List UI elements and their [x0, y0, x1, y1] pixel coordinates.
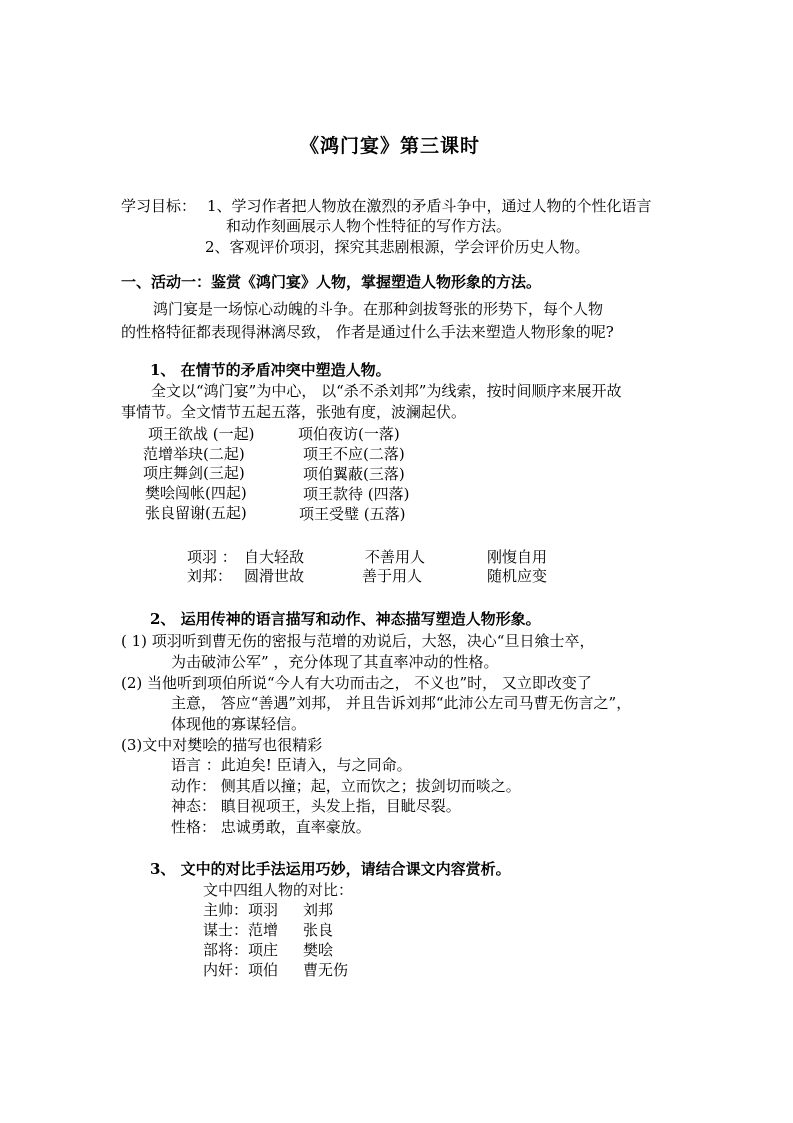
compare-xiangyu-1: 自大轻敌	[244, 548, 305, 566]
activity1-heading: 一、活动一：鉴赏《鸿门宴》人物，掌握塑造人物形象的方法。	[121, 273, 542, 291]
plot-fall-2: 项王不应(二落)	[303, 445, 405, 463]
section1-heading: 1、 在情节的矛盾冲突中塑造人物。	[150, 361, 391, 379]
pair-2-other: 张良	[303, 921, 334, 939]
pair-1-other: 刘邦	[303, 901, 334, 919]
pair-3-other: 樊哙	[303, 941, 334, 959]
section2-heading: 2、 运用传神的语言描写和动作、神态描写塑造人物形象。	[150, 610, 541, 628]
objective-1-line2: 和动作刻画展示人物个性特征的写作方法。	[226, 217, 512, 235]
plot-rise-2: 范增举玦(二起)	[143, 445, 245, 463]
plot-fall-4: 项王款待 (四落)	[303, 485, 410, 503]
section3-heading: 3、 文中的对比手法运用巧妙，请结合课文内容赏析。	[150, 860, 511, 878]
activity1-intro-line1: 鸿门宴是一场惊心动魄的斗争。在那种剑拔弩张的形势下，每个人物	[153, 300, 604, 318]
section2-p2-line2: 主意， 答应“善遇”刘邦， 并且告诉刘邦“此沛公左司马曹无伤言之”，	[171, 694, 632, 712]
fankuai-language: 语言 ：此迫矣! 臣请入，与之同命。	[171, 756, 412, 774]
section2-p3: (3)文中对樊哙的描写也很精彩	[121, 736, 323, 754]
section2-p2-line3: 体现他的寡谋轻信。	[171, 715, 307, 733]
section1-text-line1: 全文以“鸿门宴”为中心， 以“杀不杀刘邦”为线索，按时间顺序来展开故	[151, 382, 622, 400]
plot-fall-5: 项王受璧 (五落)	[299, 505, 406, 523]
plot-fall-1: 项伯夜访(一落)	[298, 425, 400, 443]
section2-p1-line1: ( 1) 项羽听到曹无伤的密报与范增的劝说后，大怒，决心“旦日飨士卒，	[121, 632, 595, 650]
pair-3-role: 部将：项庄	[203, 941, 279, 959]
pair-2-role: 谋士：范增	[203, 921, 279, 939]
page-title: 《鸿门宴》第三课时	[300, 135, 481, 157]
compare-liubang-1: 圆滑世故	[244, 567, 305, 585]
compare-liubang-3: 随机应变	[487, 567, 548, 585]
fankuai-expression: 神态： 瞋目视项王，头发上指，目眦尽裂。	[171, 797, 461, 815]
fankuai-character: 性格： 忠诚勇敢，直率豪放。	[171, 818, 371, 836]
section2-p2-line1: (2) 当他听到项伯所说“今人有大功而击之， 不义也”时， 又立即改变了	[121, 674, 592, 692]
plot-rise-3: 项庄舞剑(三起)	[143, 464, 245, 482]
compare-name-xiangyu: 项羽 ：	[187, 548, 237, 566]
section2-p1-line2: 为击破沛公军” ，充分体现了其直率冲动的性格。	[171, 653, 499, 671]
objective-1-line1: 1、学习作者把人物放在激烈的矛盾斗争中，通过人物的个性化语言	[207, 197, 652, 215]
activity1-intro-line2: 的性格特征都表现得淋漓尽致， 作者是通过什么手法来塑造人物形象的呢?	[121, 323, 614, 341]
plot-rise-1: 项王欲战 (一起)	[148, 425, 255, 443]
plot-fall-3: 项伯翼蔽(三落)	[303, 465, 405, 483]
compare-name-liubang: 刘邦：	[187, 567, 233, 585]
pair-4-role: 内奸：项伯	[203, 961, 279, 979]
section1-text-line2: 事情节。全文情节五起五落，张弛有度，波澜起伏。	[121, 403, 467, 421]
compare-liubang-2: 善于用人	[362, 567, 423, 585]
compare-xiangyu-2: 不善用人	[365, 548, 426, 566]
fankuai-action: 动作： 侧其盾以撞；起，立而饮之；拔剑切而啖之。	[171, 777, 521, 795]
objectives-label: 学习目标：	[121, 197, 197, 215]
compare-xiangyu-3: 刚愎自用	[487, 548, 548, 566]
pair-1-role: 主帅：项羽	[203, 901, 279, 919]
section3-intro: 文中四组人物的对比：	[203, 881, 354, 899]
objective-2: 2、客观评价项羽，探究其悲剧根源，学会评价历史人物。	[205, 238, 590, 256]
pair-4-other: 曹无伤	[303, 961, 349, 979]
plot-rise-5: 张良留谢(五起)	[145, 504, 247, 522]
plot-rise-4: 樊哙闯帐(四起)	[145, 484, 247, 502]
